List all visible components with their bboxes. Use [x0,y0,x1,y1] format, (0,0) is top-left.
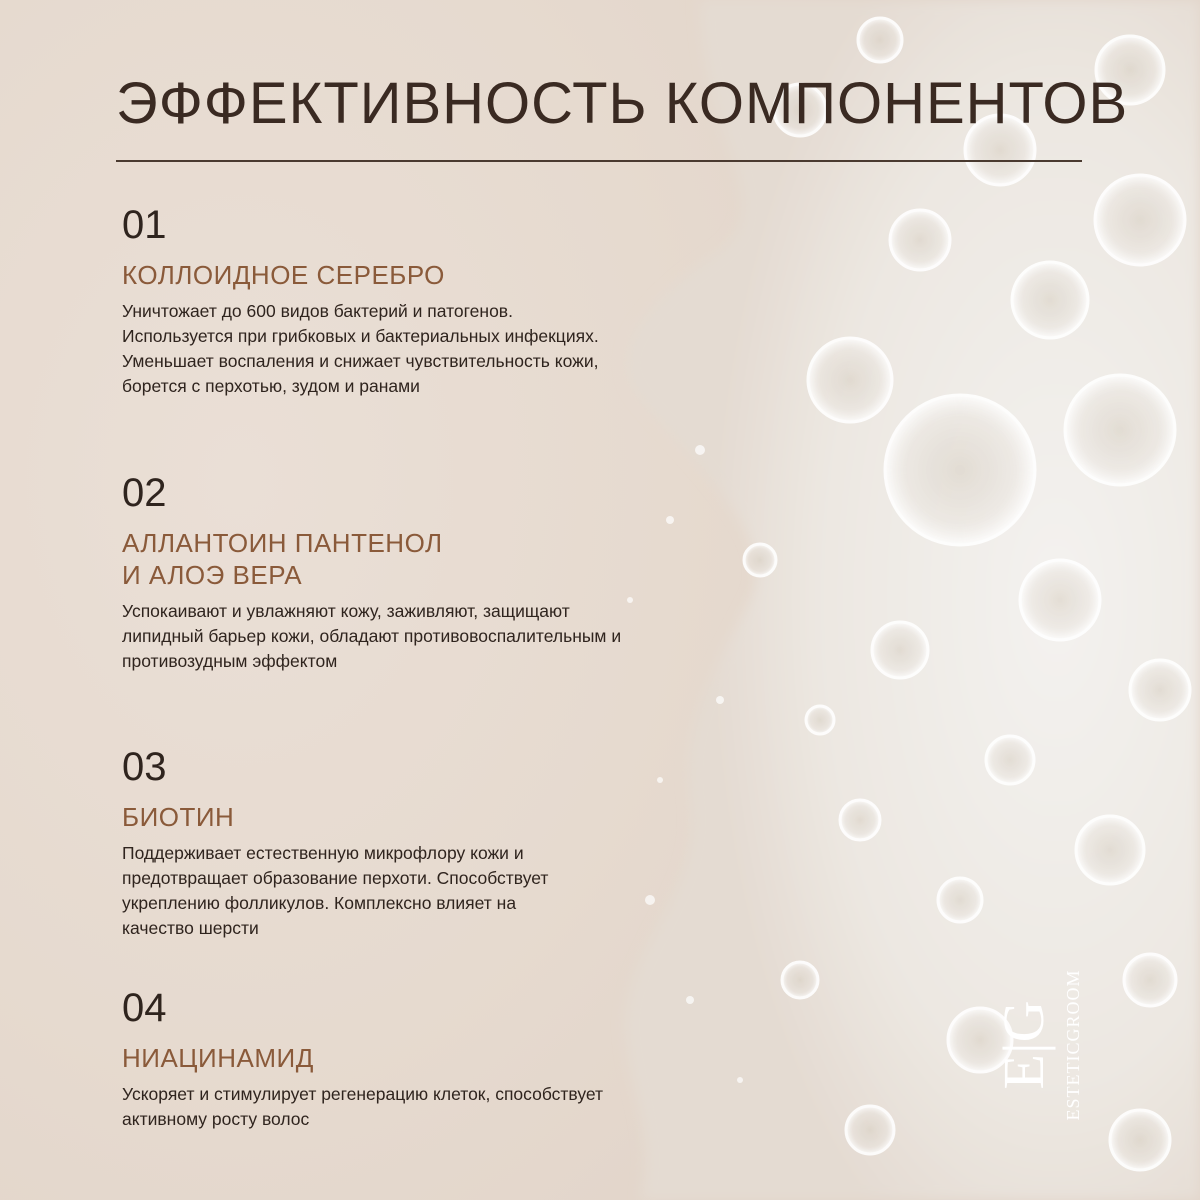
component-item [122,747,762,941]
description-line: Используется при грибковых и бактериальных инфекциях. [122,326,599,346]
component-name-line: НИАЦИНАМИД [122,1043,314,1073]
component-description [122,299,762,399]
brand-logo [990,930,1100,1160]
brand-monogram: E|G [991,1000,1056,1090]
component-name-line: БИОТИН [122,802,235,832]
component-item [122,205,762,399]
title-divider [116,160,1082,162]
description-line: противозудным эффектом [122,651,338,671]
component-name-line: АЛЛАНТОИН ПАНТЕНОЛ [122,528,443,558]
description-line: Поддерживает естественную микрофлору кожи и [122,843,524,863]
description-line: укреплению фолликулов. Комплексно влияет на [122,893,517,913]
description-line: Уничтожает до 600 видов бактерий и патогенов. [122,301,513,321]
description-line: борется с перхотью, зудом и ранами [122,376,420,396]
component-number: 02 [122,471,167,515]
description-line: липидный барьер кожи, обладают противовоспалительным и [122,626,622,646]
component-number: 01 [122,203,167,247]
component-description [122,599,762,674]
component-item [122,988,762,1132]
description-line: качество шерсти [122,918,259,938]
component-description [122,1082,762,1132]
component-name [122,259,762,291]
component-name-line: И АЛОЭ ВЕРА [122,560,303,590]
component-item [122,473,762,674]
component-name [122,1042,762,1074]
component-name-line: КОЛЛОИДНОЕ СЕРЕБРО [122,260,445,290]
component-number: 04 [122,986,167,1030]
description-line: Уменьшает воспаления и снижает чувствительность кожи, [122,351,599,371]
component-name [122,801,762,833]
description-line: предотвращает образование перхоти. Способствует [122,868,549,888]
description-line: Ускоряет и стимулирует регенерацию клеток, способствует [122,1084,604,1104]
component-number: 03 [122,745,167,789]
brand-wordmark: ESTETICGROOM [1063,969,1083,1121]
component-name [122,527,762,591]
component-description [122,841,762,941]
description-line: активному росту волос [122,1109,310,1129]
page-title: ЭФФЕКТИВНОСТЬ КОМПОНЕНТОВ [116,71,1129,136]
description-line: Успокаивают и увлажняют кожу, заживляют, защищают [122,601,570,621]
